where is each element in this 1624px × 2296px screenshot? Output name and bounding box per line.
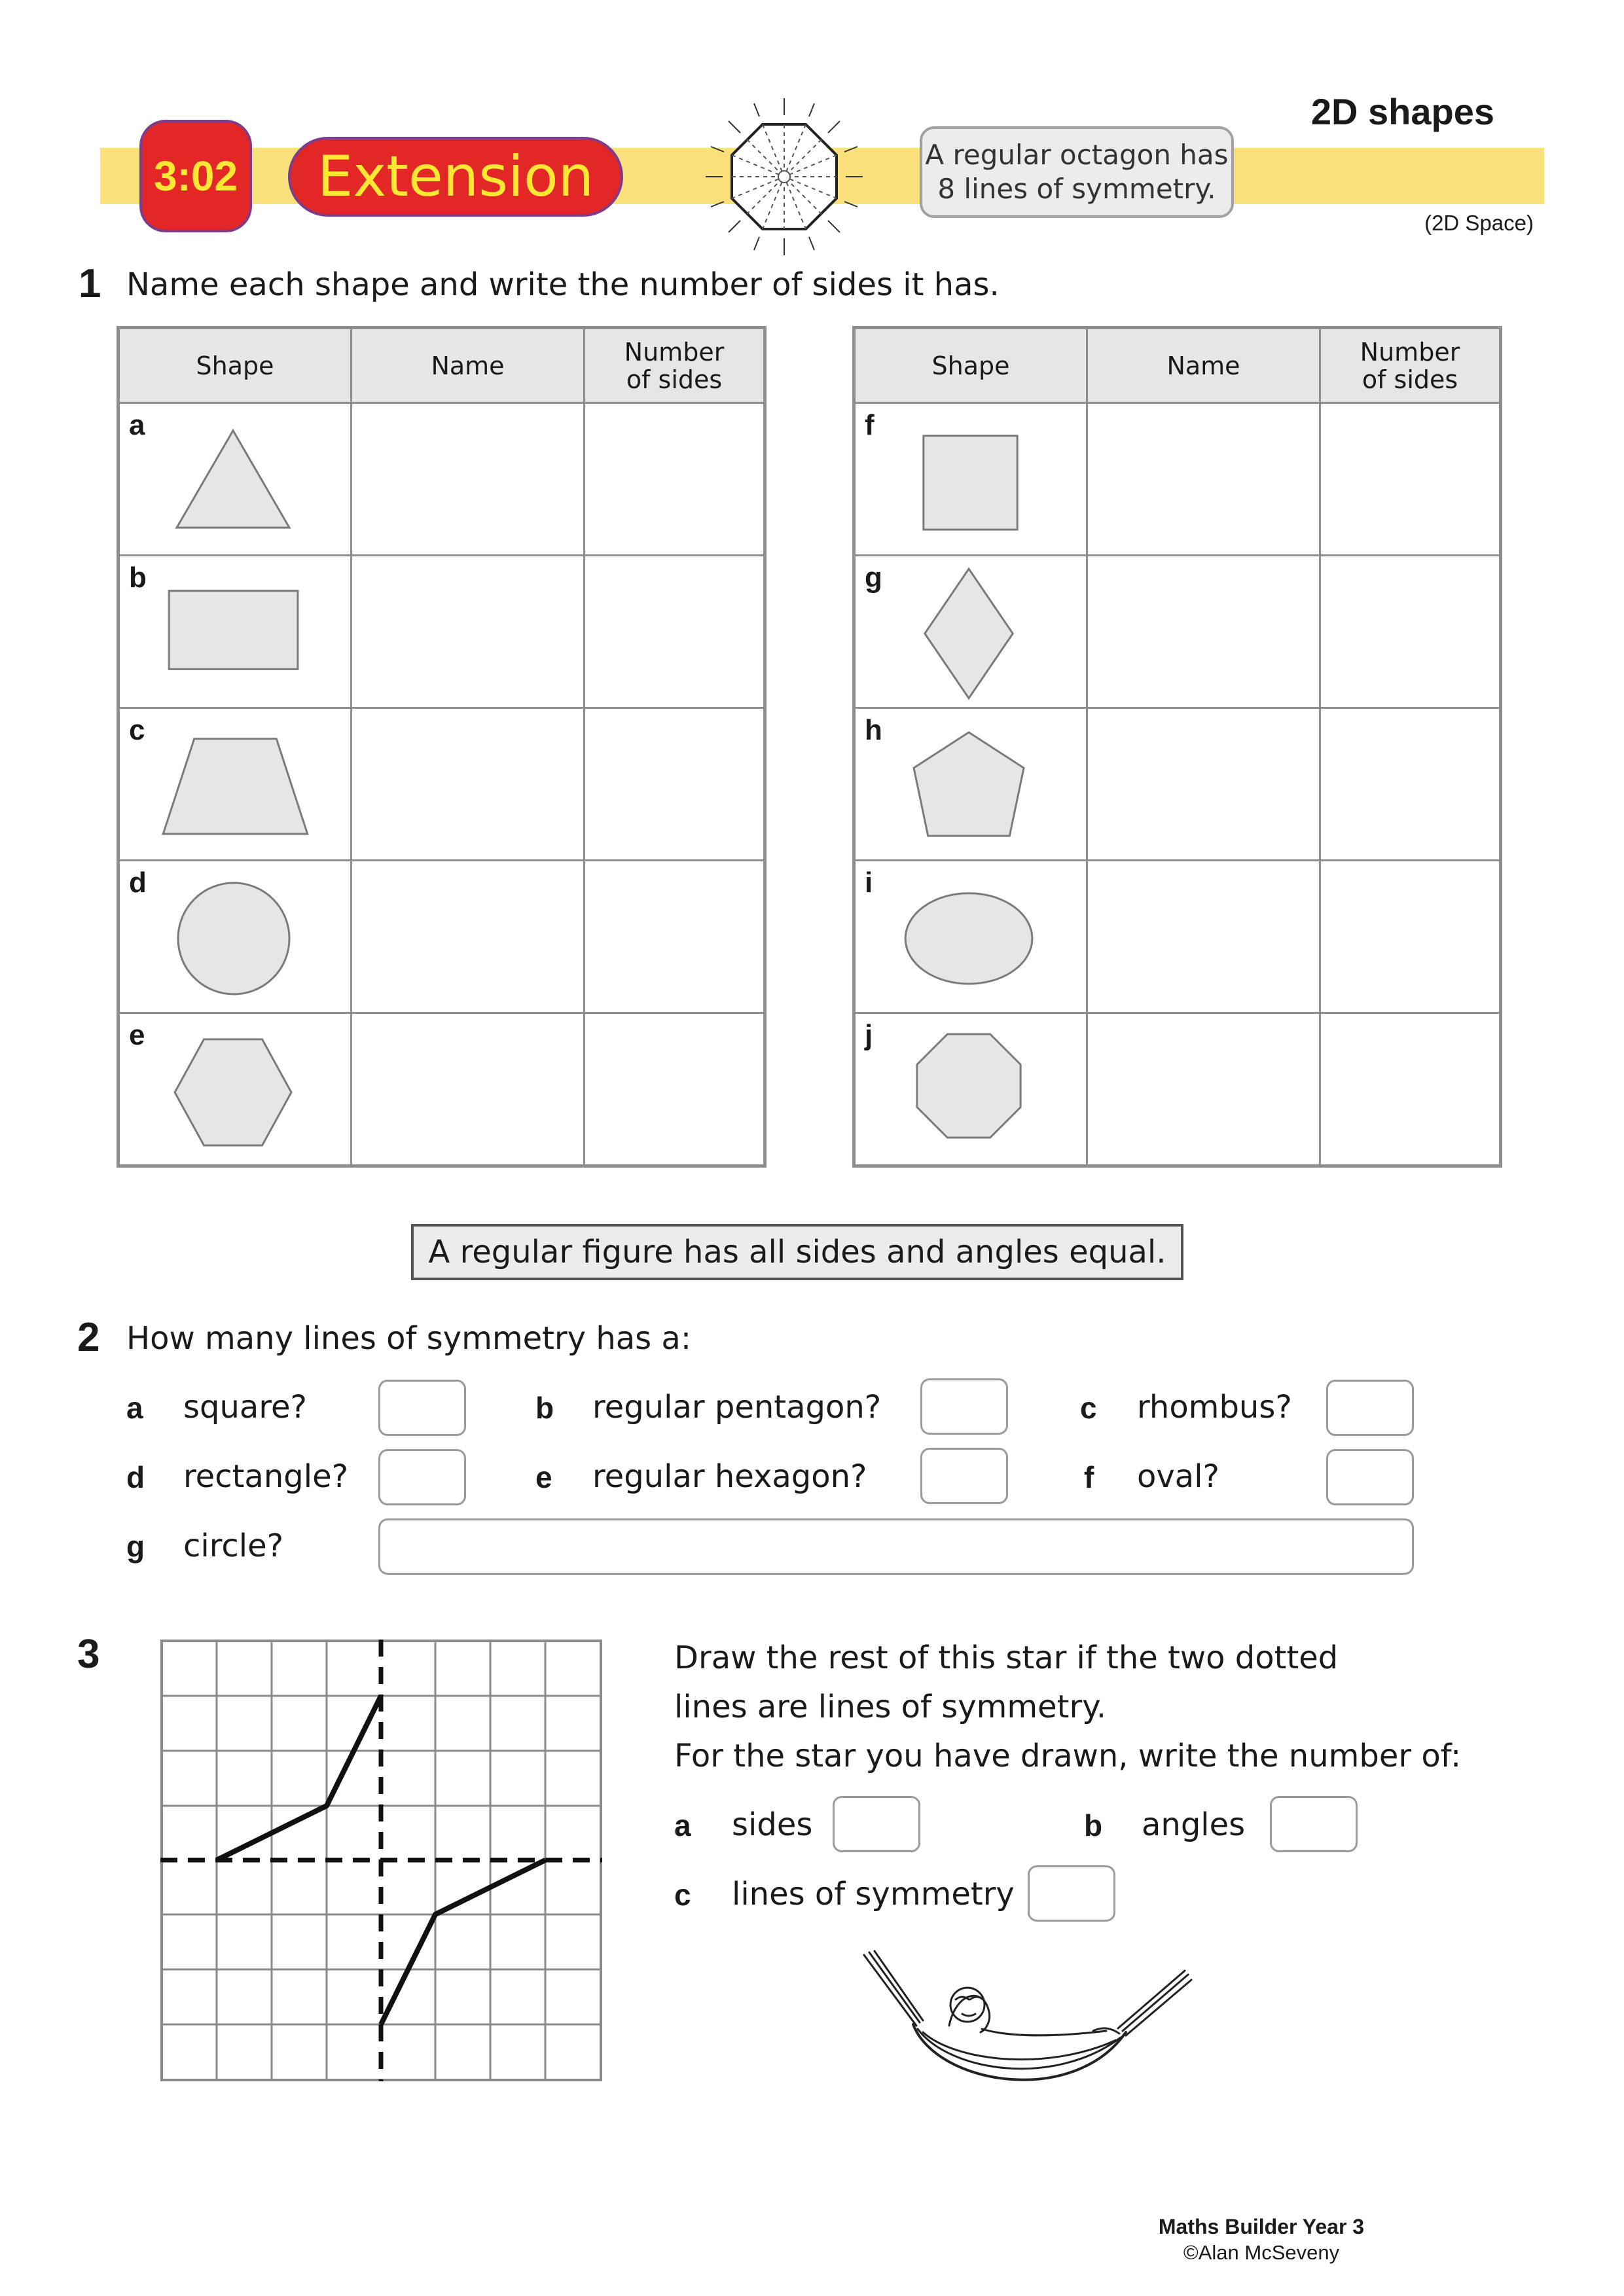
col-sides-line1: Number <box>1360 337 1460 367</box>
col-sides-line2: of sides <box>1362 365 1458 394</box>
shape-cell <box>118 708 352 861</box>
sides-answer-cell[interactable] <box>585 403 765 556</box>
name-answer-cell[interactable] <box>352 1013 585 1166</box>
col-shape-header: Shape <box>854 328 1087 403</box>
q3-item-b-letter: b <box>1084 1808 1103 1842</box>
q3-item-c-text: lines of symmetry <box>732 1876 1015 1912</box>
name-answer-cell[interactable] <box>1087 403 1320 556</box>
q2-answer-f[interactable] <box>1326 1449 1414 1505</box>
trapezium-icon <box>120 709 350 859</box>
q2-item-e-letter: e <box>535 1460 552 1494</box>
row-letter: a <box>129 409 145 441</box>
subtopic-label: (2D Space) <box>1424 211 1534 235</box>
table-row <box>118 556 765 708</box>
sides-answer-cell[interactable] <box>1320 556 1501 708</box>
rhombus-icon <box>856 556 1086 707</box>
q2-answer-g[interactable] <box>378 1518 1414 1575</box>
table-row <box>854 861 1501 1013</box>
question-2-number: 2 <box>77 1315 100 1360</box>
col-shape-header: Shape <box>118 328 352 403</box>
table-row <box>118 861 765 1013</box>
rectangle-icon <box>120 556 350 707</box>
col-sides-header <box>1320 328 1501 403</box>
shape-cell <box>118 403 352 556</box>
symmetry-dotted-lines <box>160 1640 602 2081</box>
table-row <box>118 403 765 556</box>
sides-answer-cell[interactable] <box>585 861 765 1013</box>
q2-item-a-text: square? <box>183 1389 307 1426</box>
q2-item-c-text: rhombus? <box>1137 1389 1292 1426</box>
octagon-symmetry-icon <box>706 98 863 255</box>
shape-cell <box>854 403 1087 556</box>
row-letter: e <box>129 1019 145 1051</box>
octagon-tip-box <box>920 126 1234 218</box>
shape-cell <box>118 1013 352 1166</box>
q3-item-b-text: angles <box>1142 1806 1246 1843</box>
row-letter: f <box>865 409 875 441</box>
hammock-cartoon-icon <box>857 1947 1198 2137</box>
name-answer-cell[interactable] <box>352 708 585 861</box>
square-icon <box>856 404 1086 554</box>
shape-cell <box>854 556 1087 708</box>
table-row <box>854 1013 1501 1166</box>
col-name-header: Name <box>352 328 585 403</box>
row-letter: b <box>129 562 147 594</box>
q2-item-g-text: circle? <box>183 1528 284 1564</box>
shape-cell <box>854 1013 1087 1166</box>
sides-answer-cell[interactable] <box>1320 403 1501 556</box>
q3-answer-sides[interactable] <box>833 1796 920 1852</box>
topic-title: 2D shapes <box>1310 91 1494 132</box>
q2-item-f-letter: f <box>1084 1460 1094 1494</box>
name-answer-cell[interactable] <box>352 556 585 708</box>
q3-item-c-letter: c <box>674 1878 691 1912</box>
shape-cell <box>854 861 1087 1013</box>
q2-item-d-letter: d <box>126 1460 145 1494</box>
q2-answer-a[interactable] <box>378 1380 466 1436</box>
sides-answer-cell[interactable] <box>1320 708 1501 861</box>
table-row <box>854 403 1501 556</box>
footer-book-title: Maths Builder Year 3 <box>1158 2215 1365 2238</box>
shape-cell <box>854 708 1087 861</box>
section-code-badge: 3:02 <box>139 120 252 232</box>
tip-line-2: 8 lines of symmetry. <box>937 173 1216 205</box>
row-letter: g <box>865 562 882 594</box>
q2-item-b-text: regular pentagon? <box>592 1389 882 1426</box>
name-answer-cell[interactable] <box>352 861 585 1013</box>
q2-answer-b[interactable] <box>920 1378 1008 1435</box>
q2-item-e-text: regular hexagon? <box>592 1458 867 1495</box>
col-sides-header <box>585 328 765 403</box>
octagon-icon <box>856 1014 1086 1164</box>
oval-icon <box>856 861 1086 1012</box>
q2-answer-e[interactable] <box>920 1448 1008 1504</box>
hexagon-icon <box>120 1014 350 1164</box>
q3-answer-angles[interactable] <box>1270 1796 1358 1852</box>
circle-icon <box>120 861 350 1012</box>
q3-line-2: lines are lines of symmetry. <box>674 1689 1107 1725</box>
q2-item-a-letter: a <box>126 1391 143 1425</box>
q3-item-a-letter: a <box>674 1808 691 1842</box>
sides-answer-cell[interactable] <box>1320 1013 1501 1166</box>
name-answer-cell[interactable] <box>1087 1013 1320 1166</box>
regular-figure-note: A regular figure has all sides and angles equal. <box>411 1224 1183 1280</box>
question-3-number: 3 <box>77 1632 100 1677</box>
footer-author: ©Alan McSeveny <box>1183 2241 1340 2264</box>
q2-item-c-letter: c <box>1080 1391 1097 1425</box>
name-answer-cell[interactable] <box>1087 708 1320 861</box>
shape-table-left <box>117 326 767 1168</box>
q3-item-a-text: sides <box>732 1806 813 1843</box>
sides-answer-cell[interactable] <box>1320 861 1501 1013</box>
name-answer-cell[interactable] <box>352 403 585 556</box>
table-row <box>854 556 1501 708</box>
shape-cell <box>118 861 352 1013</box>
table-row <box>854 708 1501 861</box>
sides-answer-cell[interactable] <box>585 556 765 708</box>
table-row <box>118 708 765 861</box>
pentagon-icon <box>856 709 1086 859</box>
name-answer-cell[interactable] <box>1087 861 1320 1013</box>
sides-answer-cell[interactable] <box>585 708 765 861</box>
q3-line-3: For the star you have drawn, write the number of: <box>674 1738 1462 1774</box>
col-name-header: Name <box>1087 328 1320 403</box>
q2-item-d-text: rectangle? <box>183 1458 349 1495</box>
question-2-text: How many lines of symmetry has a: <box>126 1320 692 1357</box>
q2-item-f-text: oval? <box>1137 1458 1219 1495</box>
shape-table-right <box>852 326 1502 1168</box>
row-letter: i <box>865 867 873 899</box>
table-header-row <box>118 328 765 403</box>
q2-item-g-letter: g <box>126 1530 145 1564</box>
q2-answer-d[interactable] <box>378 1449 466 1505</box>
question-1-text: Name each shape and write the number of sides it has. <box>126 266 1000 303</box>
q3-line-1: Draw the rest of this star if the two dotted <box>674 1640 1339 1676</box>
table-header-row <box>854 328 1501 403</box>
table-row <box>118 1013 765 1166</box>
symmetry-grid <box>160 1640 602 2081</box>
row-letter: d <box>129 867 147 899</box>
q3-answer-symmetry[interactable] <box>1028 1865 1115 1922</box>
col-sides-line2: of sides <box>626 365 723 394</box>
tip-line-1: A regular octagon has <box>925 139 1229 171</box>
extension-badge: Extension <box>288 137 623 217</box>
row-letter: h <box>865 714 882 746</box>
question-1-number: 1 <box>79 261 101 306</box>
row-letter: c <box>129 714 145 746</box>
shape-cell <box>118 556 352 708</box>
q2-item-b-letter: b <box>535 1391 554 1425</box>
sides-answer-cell[interactable] <box>585 1013 765 1166</box>
row-letter: j <box>865 1019 873 1051</box>
triangle-icon <box>120 404 350 554</box>
col-sides-line1: Number <box>624 337 725 367</box>
name-answer-cell[interactable] <box>1087 556 1320 708</box>
q2-answer-c[interactable] <box>1326 1380 1414 1436</box>
